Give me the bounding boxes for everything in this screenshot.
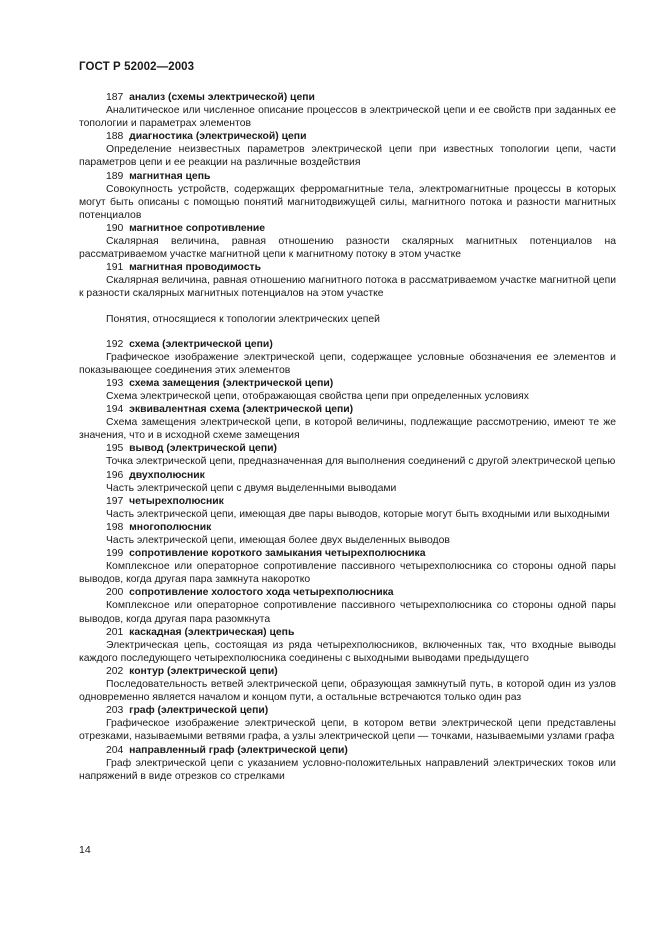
term-number: 198 [106, 521, 124, 533]
term-definition: Последовательность ветвей электрической цепи, образующая замкнутый путь, в которой один из узлов одновременно является началом и концом пути, а остальные встречаются только один раз [79, 679, 616, 704]
term-title: двухполюсник [129, 469, 205, 481]
term-entry-197 [79, 495, 616, 521]
term-number: 188 [106, 131, 124, 143]
term-entry-200 [79, 586, 616, 625]
term-entry-199 [79, 547, 616, 586]
term-number: 202 [106, 665, 124, 677]
term-definition: Определение неизвестных параметров электрической цепи при известных топологии цепи, части параметров цепи и ее реакции на различные воздействия [79, 144, 616, 169]
term-entry-198 [79, 521, 616, 547]
term-title: каскадная (электрическая) цепь [129, 626, 295, 638]
term-title: схема замещения (электрической цепи) [129, 377, 334, 389]
entries-group-a [79, 91, 616, 301]
term-entry-192 [79, 338, 616, 377]
term-definition: Часть электрической цепи с двумя выделенными выводами [106, 482, 397, 494]
term-heading [79, 222, 616, 235]
term-heading [79, 91, 616, 104]
term-heading [79, 261, 616, 274]
document-body [79, 91, 616, 783]
term-definition: Комплексное или операторное сопротивление пассивного четырехполюсника со стороны одной пары выводов, когда другая пара замкнута накоротко [79, 561, 616, 586]
term-definition: Часть электрической цепи, имеющая более двух выделенных выводов [106, 535, 450, 546]
term-title: четырехполюсник [129, 495, 224, 507]
term-number: 204 [106, 744, 124, 756]
term-definition: Комплексное или операторное сопротивление пассивного четырехполюсника со стороны одной пары выводов, когда другая пара разомкнута [79, 600, 616, 625]
term-definition: Часть электрической цепи, имеющая две пары выводов, которые могут быть входными или выходными [106, 508, 610, 520]
term-definition: Граф электрической цепи с указанием условно-положительных направлений электрических токов или напряжений в виде отрезков со стрелками [79, 757, 616, 782]
term-heading [79, 377, 616, 390]
term-title: сопротивление короткого замыкания четырехполюсника [129, 548, 426, 560]
term-title: эквивалентная схема (электрической цепи) [129, 404, 354, 416]
term-entry-188 [79, 130, 616, 169]
term-number: 189 [106, 170, 124, 182]
term-entry-189 [79, 170, 616, 222]
term-number: 192 [106, 338, 124, 350]
term-definition: Графическое изображение электрической цепи, содержащее условные обозначения ее элементов и показывающее соединения этих элементов [79, 351, 616, 376]
term-entry-204 [79, 744, 616, 783]
entries-group-b [79, 338, 616, 783]
term-heading [79, 704, 616, 717]
term-definition: Электрическая цепь, состоящая из ряда четырехполюсников, включенных так, что входные выводы каждого последующего четырехполюсника соединены с выходными выводами предыдущего [79, 639, 616, 664]
term-title: магнитное сопротивление [129, 222, 266, 234]
term-definition: Точка электрической цепи, предназначенная для выполнения соединений с другой электрической цепью [106, 456, 616, 468]
term-heading [79, 442, 616, 455]
term-entry-194 [79, 403, 616, 442]
term-title: диагностика (электрической) цепи [129, 131, 307, 143]
term-heading [79, 170, 616, 183]
term-number: 194 [106, 404, 124, 416]
term-entry-193 [79, 377, 616, 403]
term-entry-195 [79, 442, 616, 468]
term-definition: Аналитическое или численное описание процессов в электрической цепи и ее свойств при заданных ее топологии и параметрах элементов [79, 105, 616, 130]
term-title: анализ (схемы электрической) цепи [129, 92, 315, 103]
term-heading [79, 547, 616, 560]
term-title: схема (электрической цепи) [129, 338, 273, 350]
document-header: ГОСТ Р 52002—2003 [79, 61, 195, 73]
term-title: сопротивление холостого хода четырехполюсника [129, 587, 394, 599]
term-heading [79, 495, 616, 508]
term-title: граф (электрической цепи) [129, 705, 269, 717]
term-entry-201 [79, 626, 616, 665]
term-definition: Графическое изображение электрической цепи, в котором ветви электрической цепи представлены отрезками, называемыми ветвями графа, а узлы электрической цепи — точками, называемыми узлами графа [79, 718, 616, 743]
term-heading [79, 586, 616, 599]
term-entry-187 [79, 91, 616, 130]
term-number: 199 [106, 548, 124, 560]
term-number: 191 [106, 262, 124, 274]
term-title: контур (электрической цепи) [129, 665, 278, 677]
term-number: 203 [106, 705, 124, 717]
term-number: 200 [106, 587, 124, 599]
section-heading: Понятия, относящиеся к топологии электрических цепей [106, 313, 380, 325]
term-title: вывод (электрической цепи) [129, 443, 277, 455]
term-number: 196 [106, 469, 124, 481]
term-entry-203 [79, 704, 616, 743]
term-heading [79, 338, 616, 351]
term-number: 195 [106, 443, 124, 455]
term-heading [79, 403, 616, 416]
term-definition: Схема электрической цепи, отображающая свойства цепи при определенных условиях [106, 390, 529, 402]
term-definition: Скалярная величина, равная отношению магнитного потока в рассматриваемом участке магнитной цепи к разности скалярных магнитных потенциалов на этом участке [79, 275, 616, 300]
term-entry-191 [79, 261, 616, 300]
term-title: направленный граф (электрической цепи) [129, 744, 348, 756]
term-definition: Скалярная величина, равная отношению разности скалярных магнитных потенциалов на рассматриваемом участке магнитной цепи к магнитному потоку в этом участке [79, 236, 616, 261]
term-heading [79, 744, 616, 757]
term-entry-202 [79, 665, 616, 704]
term-title: магнитная проводимость [129, 262, 261, 274]
term-number: 190 [106, 222, 124, 234]
term-number: 197 [106, 495, 124, 507]
term-definition: Схема замещения электрической цепи, в которой величины, подлежащие рассмотрению, имеют те же значения, что и в исходной схеме замещения [79, 417, 616, 442]
term-heading [79, 469, 616, 482]
term-number: 201 [106, 626, 124, 638]
term-title: многополюсник [129, 521, 212, 533]
term-heading [79, 626, 616, 639]
term-heading [79, 665, 616, 678]
term-number: 187 [106, 92, 124, 103]
term-number: 193 [106, 377, 124, 389]
term-entry-196 [79, 469, 616, 495]
term-title: магнитная цепь [129, 170, 211, 182]
term-heading [79, 130, 616, 143]
page-number: 14 [79, 844, 91, 856]
term-entry-190 [79, 222, 616, 261]
term-heading [79, 521, 616, 534]
term-definition: Совокупность устройств, содержащих ферромагнитные тела, электромагнитные процессы в которых могут быть описаны с помощью понятий магнитодвижущей силы, магнитного потока и разности магнитных потенциалов [79, 183, 616, 221]
